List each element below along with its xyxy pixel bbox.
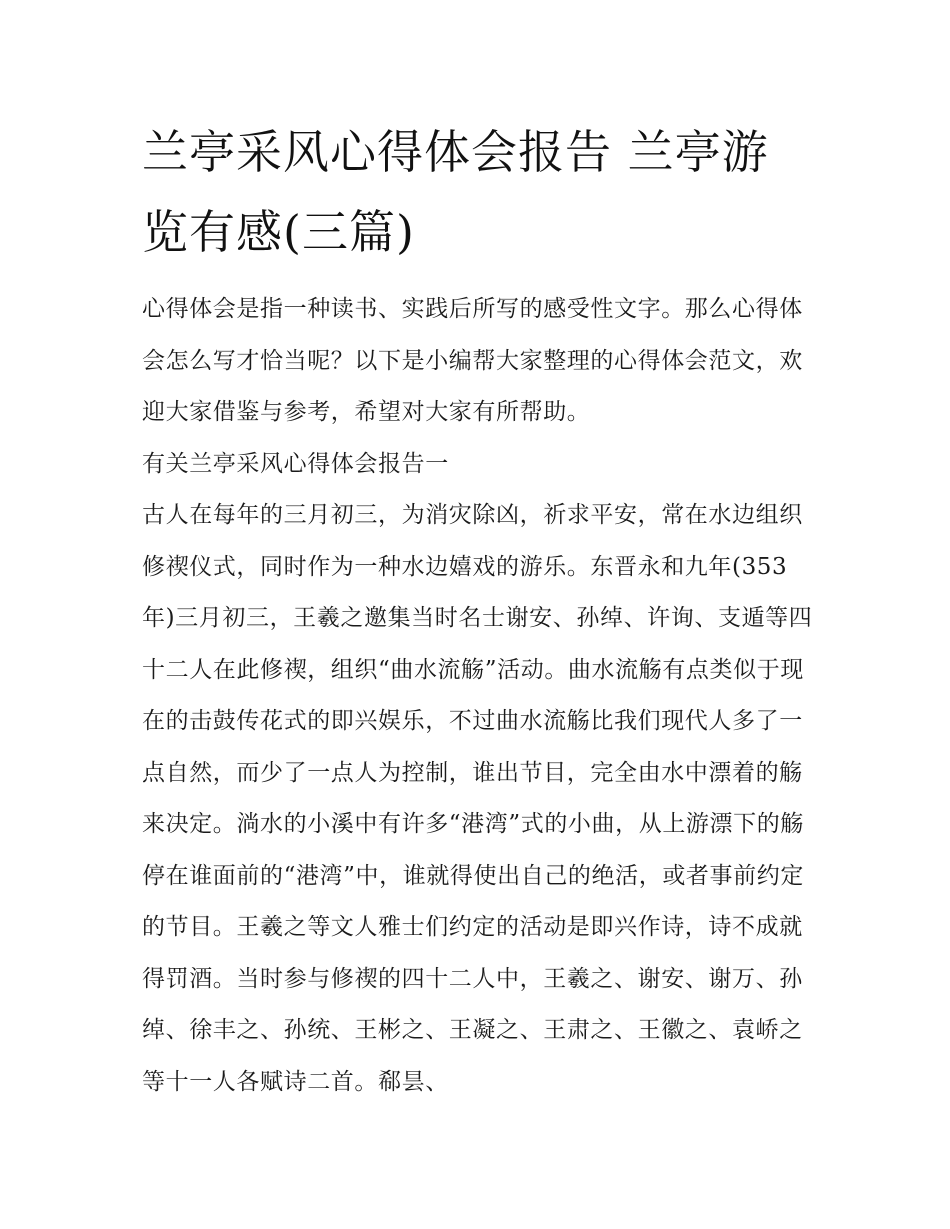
- section-heading: 有关兰亭采风心得体会报告一: [142, 450, 449, 477]
- document-page: [142, 112, 814, 1108]
- document-body: [142, 284, 814, 1108]
- document-title: 兰亭采风心得体会报告 兰亭游览有感(三篇): [142, 125, 769, 259]
- intro-paragraph: 心得体会是指一种读书、实践后所写的感受性文字。那么心得体会怎么写才恰当呢？以下是小编帮大家整理的心得体会范文，欢迎大家借鉴与参考，希望对大家有所帮助。: [142, 296, 803, 425]
- body-paragraph: 古人在每年的三月初三，为消灾除凶，祈求平安，常在水边组织修禊仪式，同时作为一种水边嬉戏的游乐。东晋永和九年(353年)三月初三，王羲之邀集当时名士谢安、孙绰、许询、支遁等四十二人在此修禊，组织“曲水流觞”活动。曲水流觞有点类似于现在的击鼓传花式的即兴娱乐，不过曲水流觞比我们现代人多了一点自然，而少了一点人为控制，谁出节目，完全由水中漂着的觞来决定。淌水的小溪中有许多“港湾”式的小曲，从上游漂下的觞停在谁面前的“港湾”中，谁就得使出自己的绝活，或者事前约定的节目。王羲之等文人雅士们约定的活动是即兴作诗，诗不成就得罚酒。当时参与修禊的四十二人中，王羲之、谢安、谢万、孙绰、徐丰之、孙统、王彬之、王凝之、王肃之、王徽之、袁峤之等十一人各赋诗二首。郗昙、: [142, 502, 813, 1095]
